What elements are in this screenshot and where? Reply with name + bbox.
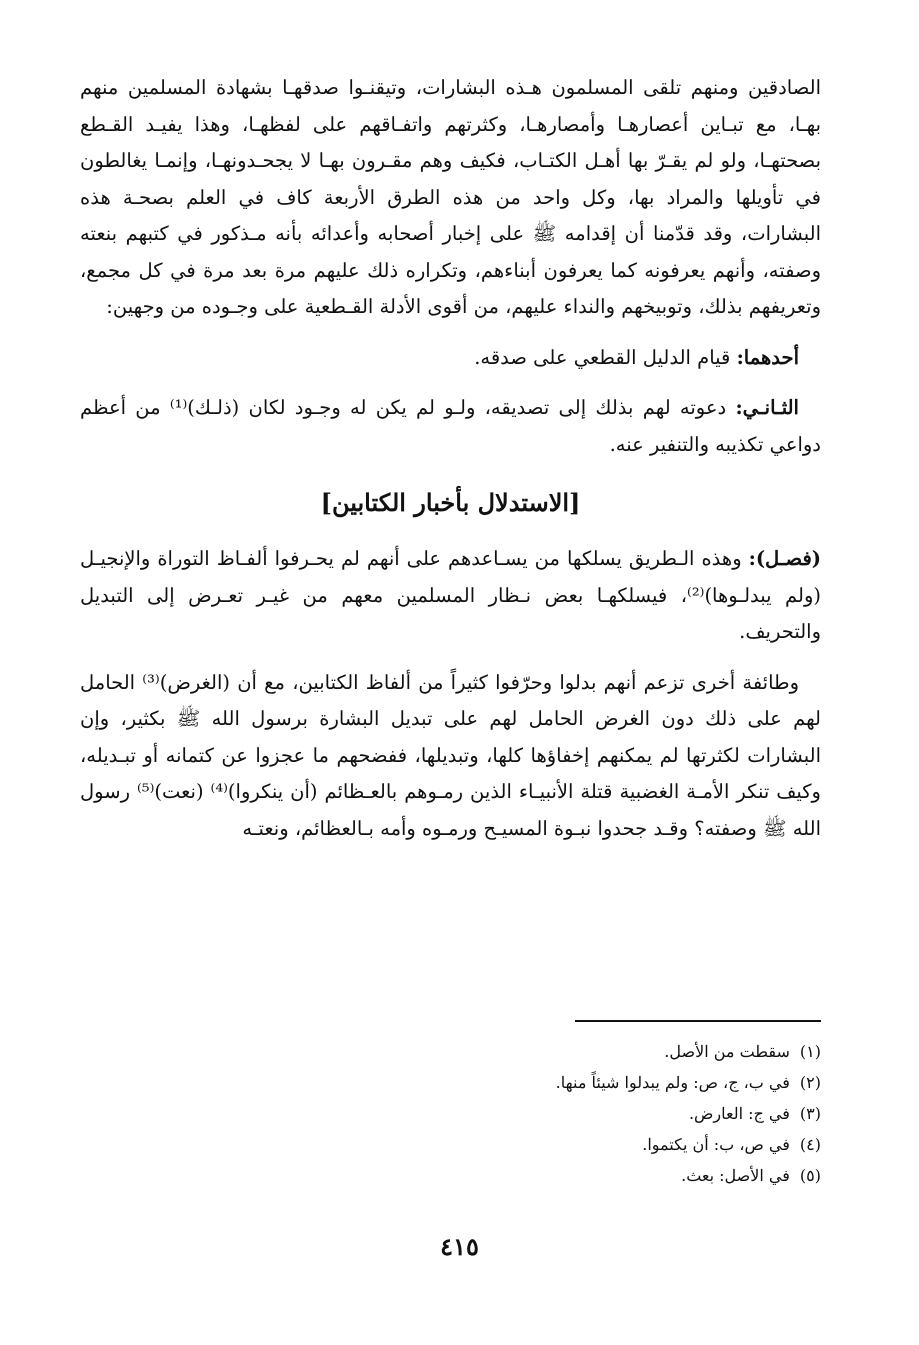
section-paragraph-2 [80, 665, 821, 848]
footnote-text: سقطت من الأصل. [664, 1042, 790, 1061]
footnote-item [200, 1067, 821, 1098]
paragraph-text: وهذه الـطريق يسلكها من يسـاعدهم على أنهم لم يحـرفوا ألفـاظ التوراة والإنجيـل (ولم يبدلـوها)⁽²⁾، فيسلكهـا بعض نـظار المسلمين معهم من غيـر تعـرض إلى التبديل والتحريف. [80, 547, 821, 643]
section-heading: [الاستدلال بأخبار الكتابين] [320, 488, 581, 517]
page-body [80, 70, 821, 847]
paragraph-text: دعوته لهم بذلك إلى تصديقه، ولـو لم يكن له وجـود لكان (ذلـك)⁽¹⁾ من أعظم دواعي تكذيبه والتنفير عنه. [80, 396, 821, 456]
footnote-text: في ج: العارض. [688, 1104, 790, 1123]
page-number: ٤١٥ [440, 1232, 479, 1261]
section-paragraph-1 [80, 541, 821, 651]
footnote-text: في الأصل: بعث. [681, 1166, 790, 1185]
footnote-item [200, 1036, 821, 1067]
body-paragraph-3 [80, 390, 821, 463]
paragraph-text: قيام الدليل القطعي على صدقه. [474, 345, 737, 369]
paragraph-lead: الثـانـي: [735, 396, 799, 419]
footnote-text: في ب، ج، ص: ولم يبدلوا شيئاً منها. [555, 1073, 790, 1092]
paragraph-text: الصادقين ومنهم تلقى المسلمون هـذه البشارات، وتيقنـوا صدقهـا بشهادة المسلمين منهم بهـا، مع تبـاين أعصارهـا وأمصارهـا، وكثرتهم واتفـاقهم على لفظهـا، وهذا يفيـد القـطع بصحتهـا، ولو لم يقـرّ بها أهـل الكتـاب، فكيف وهم مقـرون بهـا لا يجحـدونهـا، وإنمـا يغالطون في تأويلها والمراد بها، وكل واحد من هذه الطرق الأربعة كاف في العلم بصحـة هذه البشارات، وقد قدّمنا أن إقدامه ﷺ على إخبار أصحابه وأعدائه بأنه مـذكور في كتبهم بنعته وصفته، وأنهم يعرفونه كما يعرفون أبناءهم، وتكراره ذلك عليهم مرة بعد مرة في كل مجمع، وتعريفهم بذلك، وتوبيخهم والنداء عليهم، من أقوى الأدلة القـطعية على وجـوده من وجهين: [80, 76, 821, 318]
footnote-divider [575, 1020, 821, 1022]
footnote-item [200, 1129, 821, 1160]
footnote-item [200, 1160, 821, 1191]
footnote-number: (٥) [799, 1166, 821, 1185]
footnote-text: في ص، ب: أن يكتموا. [642, 1135, 790, 1154]
paragraph-lead: أحدهما: [736, 345, 799, 369]
paragraph-text: وطائفة أخرى تزعم أنهم بدلوا وحرّفوا كثيراً من ألفاظ الكتابين، مع أن (الغرض)⁽³⁾ الحامل لهم على ذلك دون الغرض الحامل لهم على تبديل البشارة برسول الله ﷺ بكثير، وإن البشارات لكثرتها لم يمكنهم إخفاؤها كلها، وتبديلها، ففضحهم ما عجزوا عن كتمانه أو تبـديله، وكيف تنكر الأمـة الغضبية قتلة الأنبيـاء الذين رمـوهم بالعـظائم (أن ينكروا)⁽⁴⁾ (نعت)⁽⁵⁾ رسول الله ﷺ وصفته؟ وقـد جحدوا نبـوة المسيـح ورمـوه وأمه بـالعظائم، ونعتـه [80, 670, 821, 840]
footnote-item [200, 1098, 821, 1129]
body-paragraph-2 [80, 340, 821, 377]
footnote-number: (٣) [799, 1104, 821, 1123]
footnotes-list [200, 1036, 821, 1191]
footnote-number: (١) [799, 1042, 821, 1061]
body-paragraph-1 [80, 70, 821, 326]
footnote-number: (٤) [799, 1135, 821, 1154]
footnote-number: (٢) [799, 1073, 821, 1092]
paragraph-lead: (فصـل): [748, 547, 821, 570]
